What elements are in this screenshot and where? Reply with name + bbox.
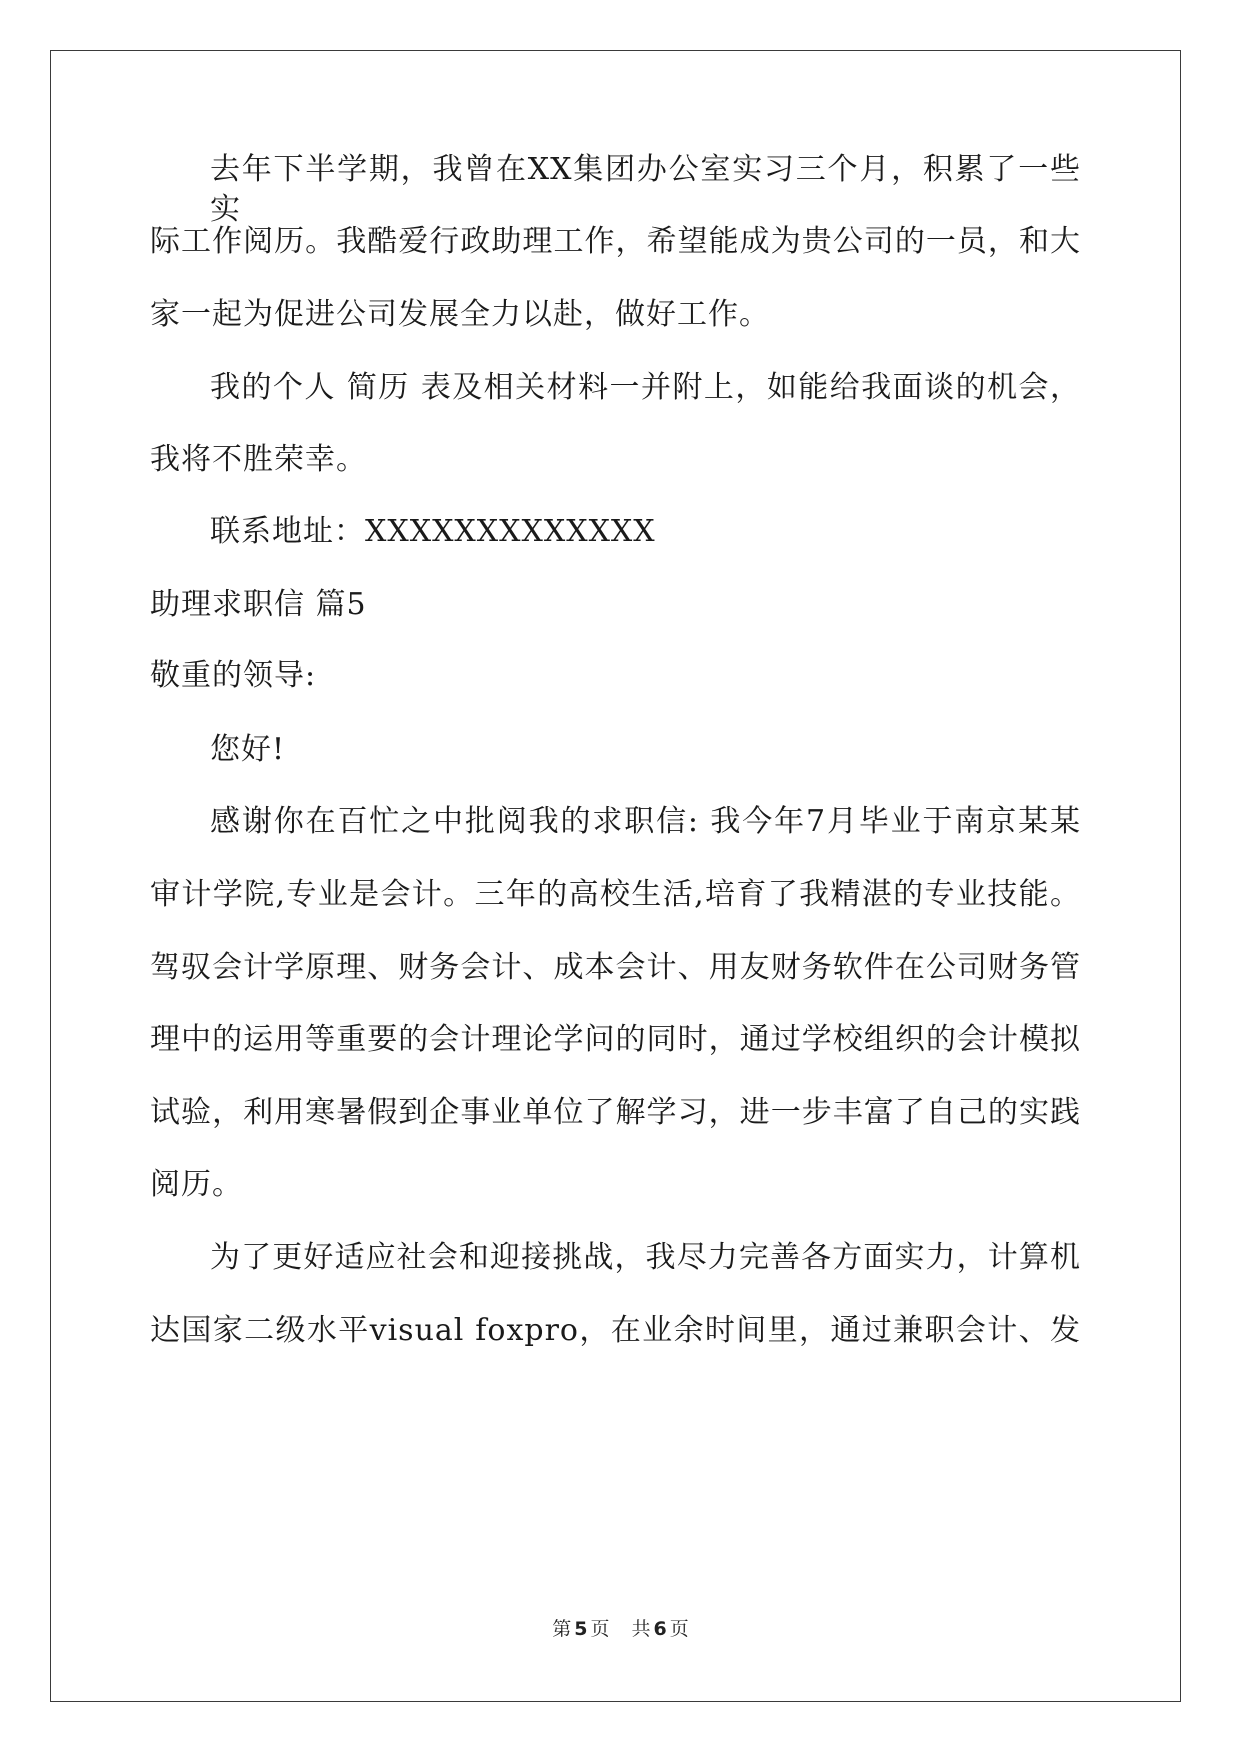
text-line: 我的个人 简历 表及相关材料一并附上，如能给我面谈的机会， (210, 370, 1081, 405)
text-line: 阅历。 (150, 1167, 243, 1202)
footer-prefix: 第 (552, 1618, 572, 1640)
current-page-number: 5 (574, 1618, 588, 1640)
text-line: 试验，利用寒暑假到企事业单位了解学习，进一步丰富了自己的实践 (150, 1095, 1081, 1130)
total-page-number: 6 (653, 1618, 667, 1640)
text-line: 达国家二级水平visual foxpro，在业余时间里，通过兼职会计、发 (150, 1313, 1081, 1348)
footer-total-suffix: 页 (669, 1618, 689, 1640)
text-line: 审计学院,专业是会计。三年的高校生活,培育了我精湛的专业技能。 (150, 877, 1081, 912)
text-line: 感谢你在百忙之中批阅我的求职信: 我今年7月毕业于南京某某 (210, 804, 1081, 839)
greeting: 您好! (210, 732, 286, 767)
text-line: 去年下半学期，我曾在XX集团办公室实习三个月，积累了一些实 (210, 152, 1081, 227)
text-line: 家一起为促进公司发展全力以赴，做好工作。 (150, 297, 770, 332)
text-line: 理中的运用等重要的会计理论学问的同时，通过学校组织的会计模拟 (150, 1022, 1081, 1057)
text-line: 际工作阅历。我酷爱行政助理工作，希望能成为贵公司的一员，和大 (150, 224, 1081, 259)
text-line: 我将不胜荣幸。 (150, 442, 367, 477)
salutation: 敬重的领导: (150, 658, 317, 693)
footer-page-suffix: 页 (590, 1618, 610, 1640)
page-footer (0, 1617, 1241, 1641)
section-heading: 助理求职信 篇5 (150, 587, 367, 622)
contact-address: 联系地址：XXXXXXXXXXXXX (210, 514, 656, 549)
footer-total-prefix: 共 (631, 1618, 651, 1640)
text-line: 为了更好适应社会和迎接挑战，我尽力完善各方面实力，计算机 (210, 1240, 1081, 1275)
text-line: 驾驭会计学原理、财务会计、成本会计、用友财务软件在公司财务管 (150, 950, 1081, 985)
